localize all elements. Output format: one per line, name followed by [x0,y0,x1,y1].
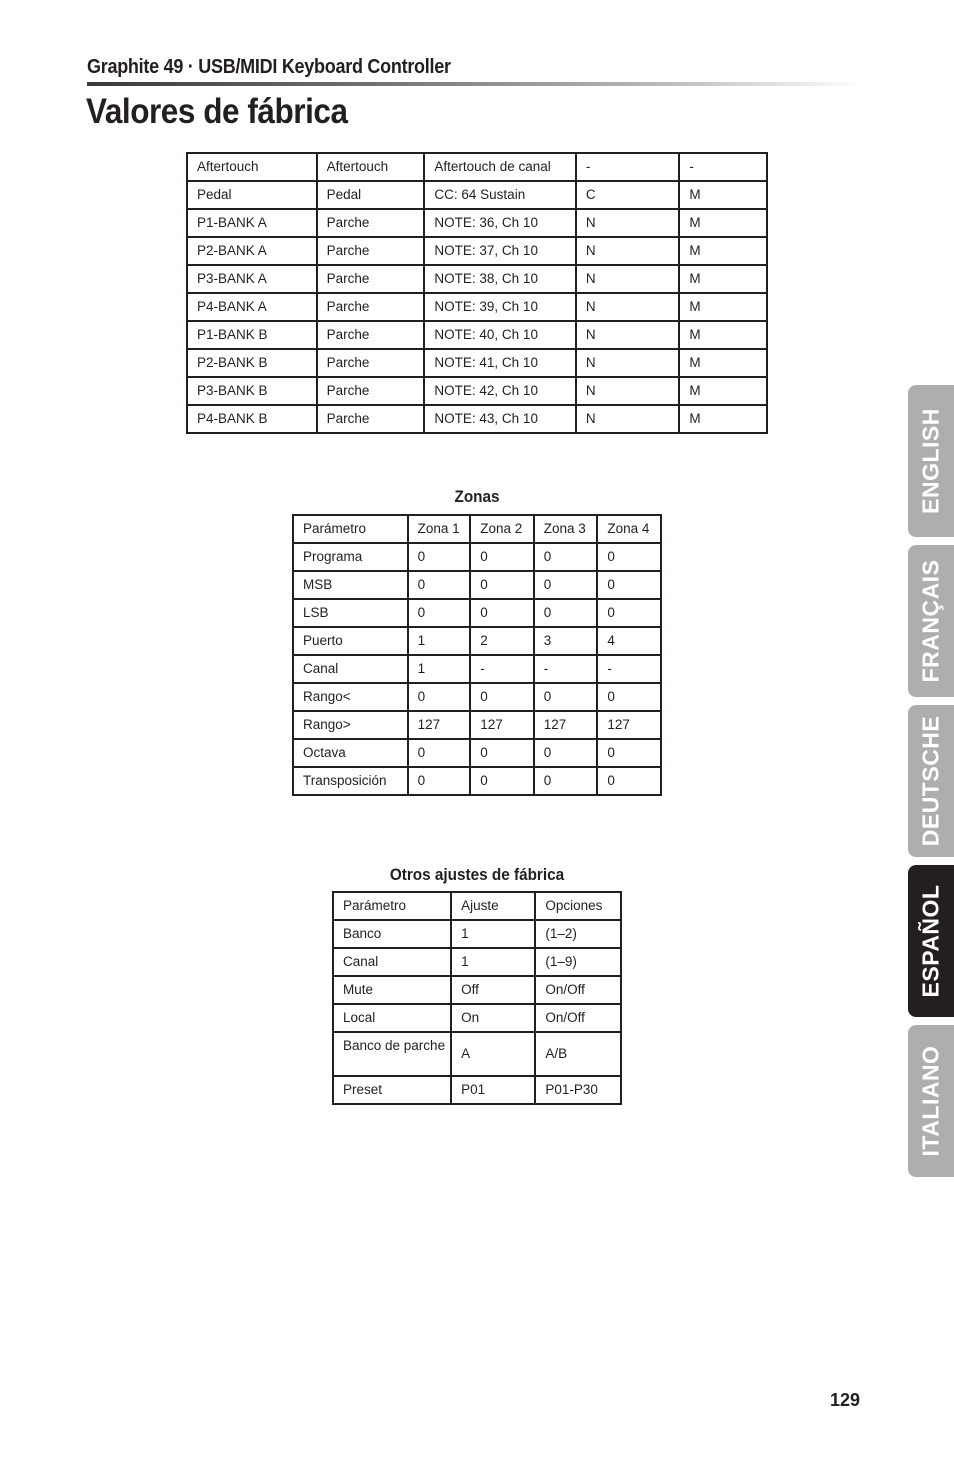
table-cell: Parche [317,209,425,237]
tab-label: ITALIANO [917,1045,944,1157]
table-cell: P1-BANK A [187,209,317,237]
table-cell: N [576,405,679,433]
table-row [187,321,767,349]
table-row [333,1004,621,1032]
zonas-caption: Zonas [454,487,500,506]
table-cell: Parche [317,349,425,377]
table-row [293,767,661,795]
table-cell: Parche [317,321,425,349]
table-cell: N [576,237,679,265]
table-cell: 0 [597,767,661,795]
table-cell: 127 [470,711,534,739]
tab-label: ESPAÑOL [917,884,944,998]
table-cell: 4 [597,627,661,655]
table-cell: Aftertouch [317,153,425,181]
table-cell: P4-BANK B [187,405,317,433]
table-cell: 0 [470,543,534,571]
otros-table [332,891,622,1105]
table-row [293,543,661,571]
table-cell: Transposición [293,767,408,795]
table-cell: 127 [534,711,598,739]
controls-table [186,152,768,434]
table-cell: Aftertouch [187,153,317,181]
table-cell: NOTE: 40, Ch 10 [424,321,576,349]
tab-deutsche[interactable] [908,705,954,857]
table-cell: P01-P30 [535,1076,621,1104]
table-cell: 0 [408,599,471,627]
table-row [187,377,767,405]
table-cell: Banco de parche [333,1032,451,1076]
table-cell: P4-BANK A [187,293,317,321]
table-cell: 1 [408,627,471,655]
table-row [293,627,661,655]
table-row [333,1076,621,1104]
table-header-cell: Parámetro [293,515,408,543]
table-cell: 0 [470,767,534,795]
tab-label: FRANÇAIS [917,559,944,683]
table-cell: NOTE: 41, Ch 10 [424,349,576,377]
table-header-cell: Opciones [535,892,621,920]
table-header-cell: Ajuste [451,892,535,920]
table-cell: P01 [451,1076,535,1104]
table-cell: Banco [333,920,451,948]
otros-caption: Otros ajustes de fábrica [389,865,565,884]
table-cell: Canal [333,948,451,976]
table-cell: NOTE: 42, Ch 10 [424,377,576,405]
header-rule [87,82,862,86]
table-cell: NOTE: 37, Ch 10 [424,237,576,265]
table-cell: NOTE: 39, Ch 10 [424,293,576,321]
page-number: 129 [830,1390,861,1410]
table-cell: 127 [408,711,471,739]
table-cell: 0 [597,599,661,627]
zonas-table [292,514,662,796]
table-cell: M [679,349,767,377]
table-cell: 1 [408,655,471,683]
table-cell: MSB [293,571,408,599]
table-cell: 3 [534,627,598,655]
table-cell: - [679,153,767,181]
table-cell: 0 [534,543,598,571]
table-cell: Local [333,1004,451,1032]
table-row [333,920,621,948]
table-cell: N [576,349,679,377]
header-title: Graphite 49 · USB/MIDI Keyboard Controller [87,56,451,78]
tab-english[interactable] [908,385,954,537]
table-row [333,892,621,920]
table-cell: 1 [451,920,535,948]
table-cell: Parche [317,293,425,321]
table-cell: M [679,293,767,321]
table-cell: 0 [470,599,534,627]
table-cell: On [451,1004,535,1032]
table-header-cell: Parámetro [333,892,451,920]
table-cell: 0 [597,543,661,571]
table-row [293,655,661,683]
table-cell: (1–2) [535,920,621,948]
table-cell: A [451,1032,535,1076]
table-cell: CC: 64 Sustain [424,181,576,209]
table-cell: 0 [534,599,598,627]
table-cell: A/B [535,1032,621,1076]
table-cell: Parche [317,377,425,405]
table-row [187,153,767,181]
zonas-table-body [293,515,661,795]
table-cell: 0 [408,543,471,571]
table-cell: 127 [597,711,661,739]
table-cell: M [679,209,767,237]
table-cell: 0 [408,683,471,711]
page-title: Valores de fábrica [86,92,348,131]
table-cell: Parche [317,405,425,433]
table-cell: 0 [534,683,598,711]
table-row [333,976,621,1004]
table-cell: Puerto [293,627,408,655]
tab-francais[interactable] [908,545,954,697]
table-cell: M [679,237,767,265]
table-row [187,405,767,433]
table-cell: M [679,321,767,349]
table-cell: Rango> [293,711,408,739]
table-cell: Pedal [317,181,425,209]
table-row [187,349,767,377]
table-cell: (1–9) [535,948,621,976]
table-cell: Aftertouch de canal [424,153,576,181]
table-cell: P2-BANK A [187,237,317,265]
table-cell: M [679,405,767,433]
table-cell: Mute [333,976,451,1004]
tab-label: DEUTSCHE [917,715,944,847]
table-cell: 2 [470,627,534,655]
table-cell: N [576,293,679,321]
tab-italiano[interactable] [908,1025,954,1177]
table-row [187,209,767,237]
table-row [293,599,661,627]
table-cell: 0 [408,739,471,767]
table-cell: C [576,181,679,209]
table-row [187,265,767,293]
table-row [293,571,661,599]
table-cell: N [576,209,679,237]
table-row [187,181,767,209]
table-cell: 0 [534,767,598,795]
tab-label: ENGLISH [917,408,944,514]
tab-espanol[interactable] [908,865,954,1017]
table-row [293,515,661,543]
table-cell: 1 [451,948,535,976]
table-cell: N [576,377,679,405]
table-header-cell: Zona 1 [408,515,471,543]
table-cell: M [679,265,767,293]
table-cell: NOTE: 43, Ch 10 [424,405,576,433]
table-cell: On/Off [535,976,621,1004]
table-cell: Pedal [187,181,317,209]
table-row [187,237,767,265]
table-cell: - [470,655,534,683]
table-cell: Octava [293,739,408,767]
table-row [293,739,661,767]
table-cell: - [534,655,598,683]
table-cell: Off [451,976,535,1004]
table-cell: P2-BANK B [187,349,317,377]
table-cell: Parche [317,265,425,293]
table-cell: 0 [597,739,661,767]
table-cell: NOTE: 36, Ch 10 [424,209,576,237]
table-cell: Programa [293,543,408,571]
table-cell: 0 [597,683,661,711]
table-cell: Preset [333,1076,451,1104]
table-row [293,683,661,711]
table-cell: 0 [470,683,534,711]
table-header-cell: Zona 2 [470,515,534,543]
table-cell: 0 [534,571,598,599]
table-header-cell: Zona 3 [534,515,598,543]
table-cell: M [679,181,767,209]
table-cell: 0 [534,739,598,767]
table-cell: P1-BANK B [187,321,317,349]
table-cell: - [597,655,661,683]
controls-table-body [187,153,767,433]
table-cell: Parche [317,237,425,265]
table-cell: M [679,377,767,405]
otros-table-body [333,892,621,1104]
table-cell: 0 [470,739,534,767]
table-cell: Canal [293,655,408,683]
table-row [333,1032,621,1076]
table-cell: NOTE: 38, Ch 10 [424,265,576,293]
table-header-cell: Zona 4 [597,515,661,543]
table-cell: Rango< [293,683,408,711]
table-cell: 0 [597,571,661,599]
table-row [187,293,767,321]
table-cell: 0 [408,571,471,599]
table-cell: P3-BANK B [187,377,317,405]
table-cell: - [576,153,679,181]
table-cell: 0 [408,767,471,795]
table-row [333,948,621,976]
table-cell: P3-BANK A [187,265,317,293]
table-row [293,711,661,739]
table-cell: N [576,321,679,349]
table-cell: LSB [293,599,408,627]
table-cell: On/Off [535,1004,621,1032]
table-cell: N [576,265,679,293]
table-cell: 0 [470,571,534,599]
